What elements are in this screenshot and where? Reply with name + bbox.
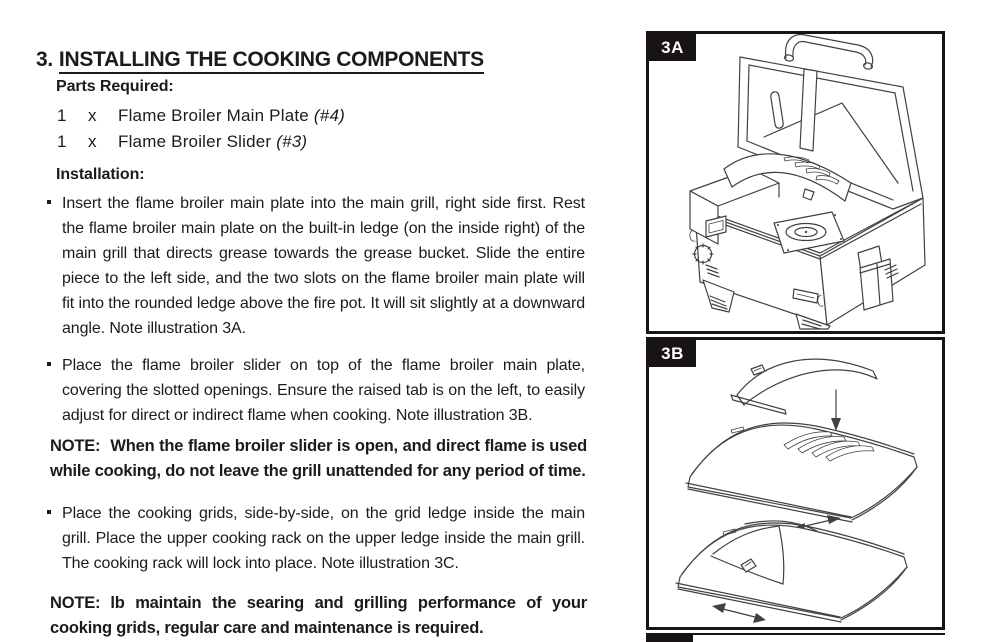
part-times: x <box>88 132 97 151</box>
part-times: x <box>88 106 97 125</box>
bullet-marker <box>47 362 51 366</box>
part-name: Flame Broiler Slider <box>118 132 272 151</box>
section-heading <box>36 48 484 72</box>
parts-required-heading: Parts Required: <box>56 78 174 95</box>
install-step-3 <box>47 501 585 576</box>
grill-open-lid-illustration <box>649 34 942 331</box>
section-title: INSTALLING THE COOKING COMPONENTS <box>59 48 484 74</box>
note-label: NOTE: <box>50 594 101 612</box>
figure-3b <box>646 337 945 630</box>
note-unattended <box>50 434 587 484</box>
note-text: lb maintain the searing and grilling performance of your cooking grids, regular care and maintenance is required. <box>50 594 587 637</box>
install-step-1-text: Insert the flame broiler main plate into the main grill, right side first. Rest the flame broiler main plate on the built-in ledge (on the inside right) of the main grill that directs grease towards the grease bucket. Slide the entire piece to the left side, and the two slots on the flame broiler main plate will fit into the rounded ledge above the fire pot. It will sit slightly at a downward angle. Note illustration 3A. <box>62 195 585 337</box>
installation-heading: Installation: <box>56 166 145 183</box>
section-number: 3. <box>36 48 53 72</box>
bullet-marker <box>47 510 51 514</box>
note-label: NOTE: <box>50 437 101 455</box>
install-step-2 <box>47 353 585 428</box>
figure-3c-label-partial <box>646 635 693 642</box>
part-item-main-plate <box>57 106 345 126</box>
figure-3b-label: 3B <box>649 340 696 367</box>
part-qty: 1 <box>57 106 67 125</box>
part-ref: (#4) <box>313 106 345 125</box>
figure-3a-label: 3A <box>649 34 696 61</box>
figure-3a <box>646 31 945 334</box>
flame-broiler-slider-assembly-illustration <box>649 340 942 627</box>
install-step-1 <box>47 191 585 341</box>
part-item-slider <box>57 132 307 152</box>
part-qty: 1 <box>57 132 67 151</box>
note-maintenance <box>50 591 587 641</box>
figure-3c-partial <box>646 633 945 642</box>
note-text: When the flame broiler slider is open, and direct flame is used while cooking, do not leave the grill unattended for any period of time. <box>50 437 587 480</box>
install-step-3-text: Place the cooking grids, side-by-side, on the grid ledge inside the main grill. Place the upper cooking rack on the upper ledge inside the main grill. The cooking rack will lock into place. Note illustration 3C. <box>62 505 585 572</box>
install-step-2-text: Place the flame broiler slider on top of the flame broiler main plate, covering the slotted openings. Ensure the raised tab is on the left, to easily adjust for direct or indirect flame when cooking. Note illustration 3B. <box>62 357 585 424</box>
part-ref: (#3) <box>276 132 308 151</box>
bullet-marker <box>47 200 51 204</box>
part-name: Flame Broiler Main Plate <box>118 106 309 125</box>
